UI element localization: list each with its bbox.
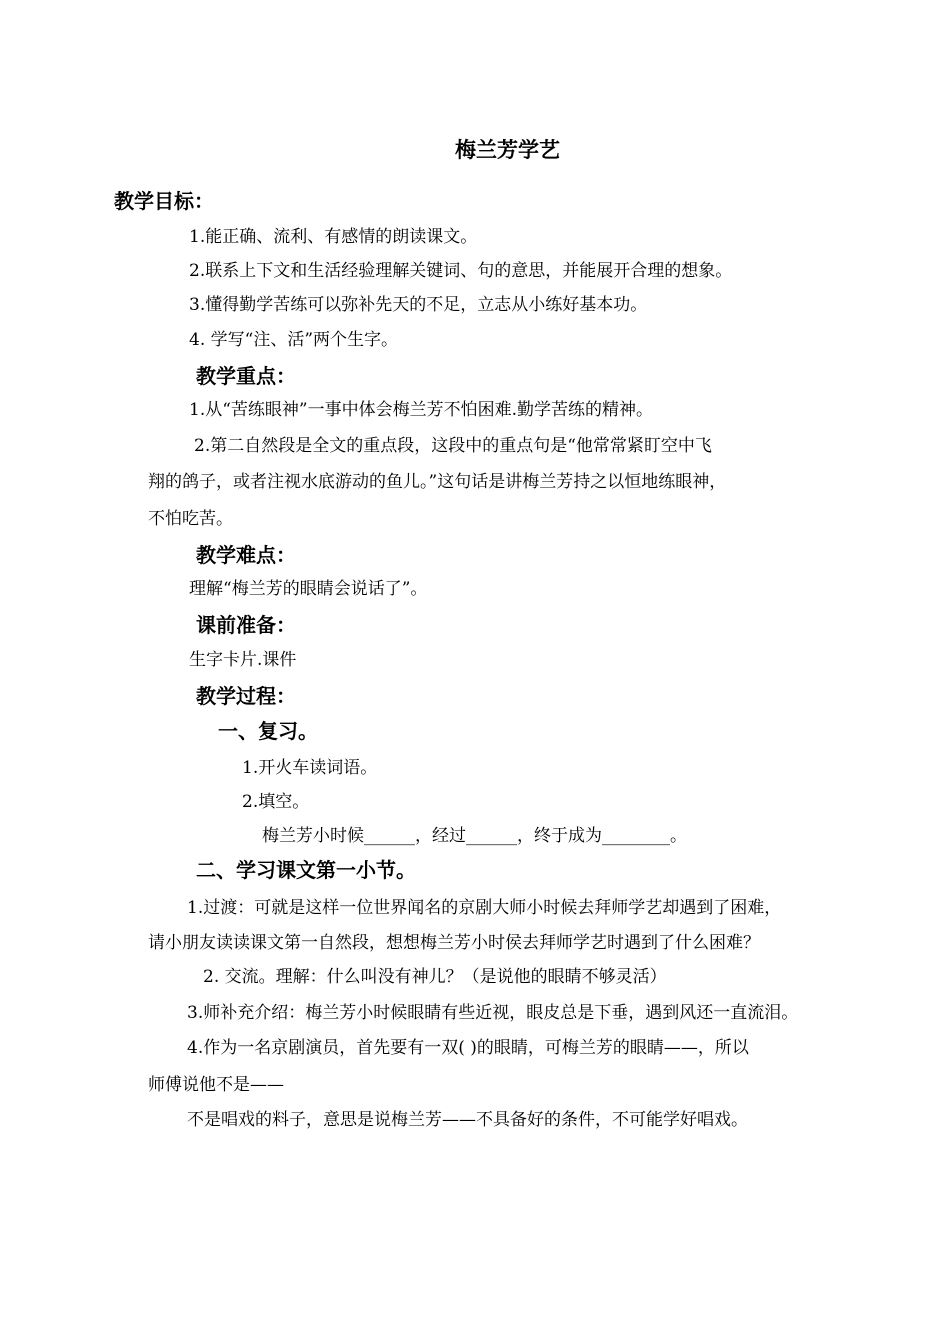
section-heading: 二、学习课文第一小节。 (196, 858, 416, 882)
difficulty-text: 理解“梅兰芳的眼睛会说话了”。 (189, 579, 428, 599)
goal-item: 4. 学写“注、活”两个生字。 (189, 330, 399, 350)
paragraph-line: 请小朋友读读课文第一自然段，想想梅兰芳小时侯去拜师学艺时遇到了什么困难？ (148, 933, 760, 953)
goal-item: 3.懂得勤学苦练可以弥补先天的不足，立志从小练好基本功。 (189, 295, 648, 315)
paragraph-line: 师傅说他不是—— (148, 1075, 284, 1095)
list-item: 1.开火车读词语。 (242, 758, 378, 778)
key-point-line: 不怕吃苦。 (148, 509, 233, 529)
key-point-line: 2.第二自然段是全文的重点段，这段中的重点句是“他常常紧盯空中飞 (194, 436, 712, 456)
paragraph: 3.师补充介绍：梅兰芳小时候眼睛有些近视，眼皮总是下垂，遇到风还一直流泪。 (187, 1003, 799, 1023)
preparation-text: 生字卡片.课件 (189, 650, 297, 670)
key-points-heading: 教学重点： (196, 364, 296, 388)
fill-blank-text: 梅兰芳小时候______，经过______，终于成为________。 (262, 826, 687, 846)
key-point-item: 1.从“苦练眼神”一事中体会梅兰芳不怕困难.勤学苦练的精神。 (189, 400, 654, 420)
key-point-line: 翔的鸽子，或者注视水底游动的鱼儿。”这句话是讲梅兰芳持之以恒地练眼神， (148, 472, 727, 492)
list-item: 2.填空。 (242, 792, 310, 812)
paragraph-line: 1.过渡：可就是这样一位世界闻名的京剧大师小时候去拜师学艺却遇到了困难， (187, 898, 782, 918)
process-heading: 教学过程： (196, 684, 296, 708)
page-title: 梅兰芳学艺 (455, 138, 560, 162)
paragraph: 不是唱戏的料子，意思是说梅兰芳——不具备好的条件，不可能学好唱戏。 (187, 1110, 748, 1130)
goal-item: 2.联系上下文和生活经验理解关键词、句的意思，并能展开合理的想象。 (189, 261, 733, 281)
section-heading: 一、复习。 (218, 719, 318, 743)
difficulty-heading: 教学难点： (196, 543, 296, 567)
paragraph-line: 4.作为一名京剧演员，首先要有一双( )的眼睛，可梅兰芳的眼睛——，所以 (187, 1038, 749, 1058)
preparation-heading: 课前准备： (196, 613, 296, 637)
goal-item: 1.能正确、流利、有感情的朗读课文。 (189, 227, 478, 247)
paragraph: 2. 交流。理解：什么叫没有神儿？（是说他的眼睛不够灵活） (203, 967, 667, 987)
goals-heading: 教学目标： (114, 189, 214, 213)
